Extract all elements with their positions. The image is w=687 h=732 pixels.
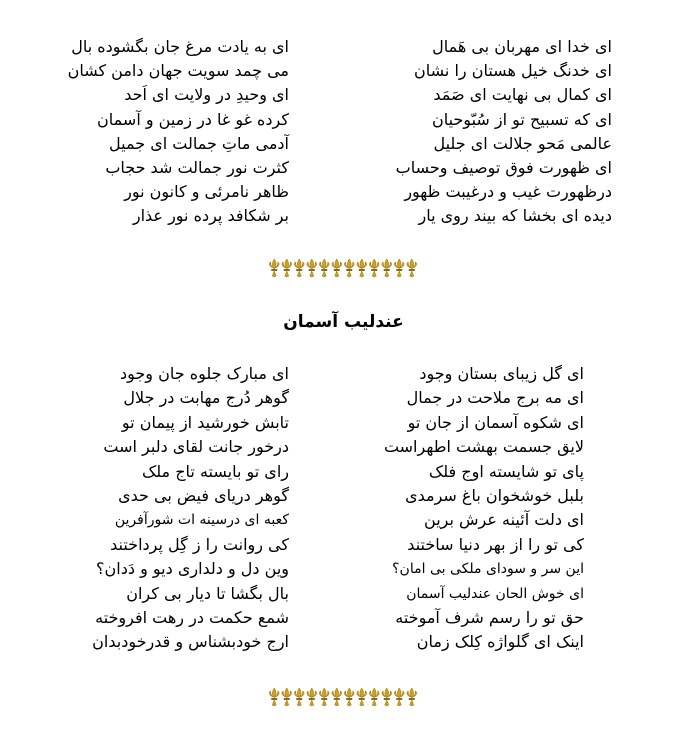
stanza-1-left-column [49, 35, 289, 229]
verse-line: ارج خودبشناس و قدرخودبدان [92, 632, 289, 652]
verse-line: بر شکافد پرده نور عذار [132, 206, 289, 226]
fleur-de-lis-icon [332, 259, 342, 277]
stanza-2-left-column [29, 362, 289, 655]
verse-line: آدمی ماتِ جمالت ای جمیل [109, 133, 289, 153]
verse-line: ای دلت آئینه عرش برین [424, 510, 584, 530]
verse-line: ای که تسبیح تو از سُبّوحیان [431, 109, 612, 129]
verse-line: گوهر دریای فیض بی حدی [118, 485, 289, 505]
verse-line: کعبه ای درسینه ات شورآفرین [114, 512, 289, 529]
verse-line: ای گل زیبای بستان وجود [419, 364, 584, 383]
fleur-de-lis-icon [294, 259, 304, 277]
verse-line: ای خدنگ خیل هستان را نشان [414, 61, 612, 81]
verse-line: وین دل و دلداری دیو و دَدان؟ [96, 559, 289, 579]
fleur-de-lis-icon [394, 259, 404, 277]
fleur-de-lis-icon [394, 688, 404, 706]
verse-line: بال بگشا تا دیار بی کران [126, 583, 289, 603]
verse-line: اینک ای گلواژه کِلک زمان [416, 632, 584, 652]
poem-title: عندلیب آسمان [283, 312, 404, 332]
verse-line: ای خدا ای مهربان بی هَمال [432, 37, 612, 56]
ornament-divider-bottom [268, 686, 418, 708]
verse-line: کی تو را از بهر دنیا ساختند [407, 534, 584, 554]
verse-line: ای وحیدِ در ولایت ای اَحد [124, 85, 289, 105]
verse-line: ای شکوه آسمان از جان تو [407, 412, 584, 432]
verse-line: پای تو شایسته اوج فلک [428, 461, 584, 481]
fleur-de-lis-icon [282, 259, 292, 277]
fleur-de-lis-icon [344, 688, 354, 706]
ornament-divider-top [268, 257, 418, 279]
verse-line: لایق جسمت بهشت اطهراست [383, 437, 584, 457]
verse-line: بلبل خوشخوان باغ سرمدی [405, 485, 584, 505]
verse-line: درظهورت غیب و درغیبت ظهور [404, 182, 612, 202]
verse-line: ظاهر نامرئی و کانون نور [124, 182, 289, 202]
verse-line: تابش خورشید از پیمان تو [121, 412, 289, 432]
fleur-de-lis-icon [294, 688, 304, 706]
fleur-de-lis-icon [407, 688, 417, 706]
verse-line: گوهر دُرج مهابت در جلال [123, 388, 289, 408]
fleur-de-lis-icon [269, 688, 279, 706]
verse-line: می چمد سویت جهان دامن کشان [67, 61, 289, 81]
verse-line: ای کمال بی نهایت ای صَمَد [433, 85, 612, 105]
verse-line: ای مبارک جلوه جان وجود [120, 364, 289, 383]
fleur-de-lis-icon [269, 259, 279, 277]
verse-line: ای مه برج ملاحت در جمال [406, 388, 584, 408]
fleur-de-lis-icon [319, 688, 329, 706]
verse-line: ای ظهورت فوق توصیف وحساب [395, 157, 612, 177]
fleur-de-lis-icon [282, 688, 292, 706]
verse-line: کثرت نور جمالت شد حجاب [105, 157, 289, 177]
fleur-de-lis-icon [407, 259, 417, 277]
verse-line: کرده غو غا در زمین و آسمان [97, 109, 289, 129]
fleur-de-lis-icon [307, 259, 317, 277]
verse-line: حق تو را رسم شرف آموخته [395, 607, 584, 627]
fleur-de-lis-icon [357, 688, 367, 706]
verse-line: ای خوش الحان عندلیب آسمان [406, 585, 584, 602]
fleur-de-lis-icon [332, 688, 342, 706]
stanza-1-right-column [382, 35, 612, 229]
fleur-de-lis-icon [319, 259, 329, 277]
verse-line: این سر و سودای ملکی بی امان؟ [392, 561, 584, 578]
fleur-de-lis-icon [357, 259, 367, 277]
verse-line: کی روانت را ز گِل پرداختند [110, 534, 289, 554]
verse-line: ای به یادت مرغ جان بگشوده بال [71, 37, 289, 56]
fleur-de-lis-icon [369, 688, 379, 706]
verse-line: دیده ای بخشا که بیند روی یار [418, 206, 612, 226]
verse-line: درخور جانت لقای دلبر است [103, 437, 289, 457]
verse-line: عالمی مَحو جلالت ای جلیل [433, 133, 612, 153]
verse-line: رای تو بایسته تاج ملک [141, 461, 289, 481]
fleur-de-lis-icon [382, 259, 392, 277]
verse-line: شمع حکمت در رهت افروخته [95, 607, 289, 627]
fleur-de-lis-icon [344, 259, 354, 277]
stanza-2-right-column [354, 362, 584, 655]
fleur-de-lis-icon [307, 688, 317, 706]
fleur-de-lis-icon [369, 259, 379, 277]
fleur-de-lis-icon [382, 688, 392, 706]
